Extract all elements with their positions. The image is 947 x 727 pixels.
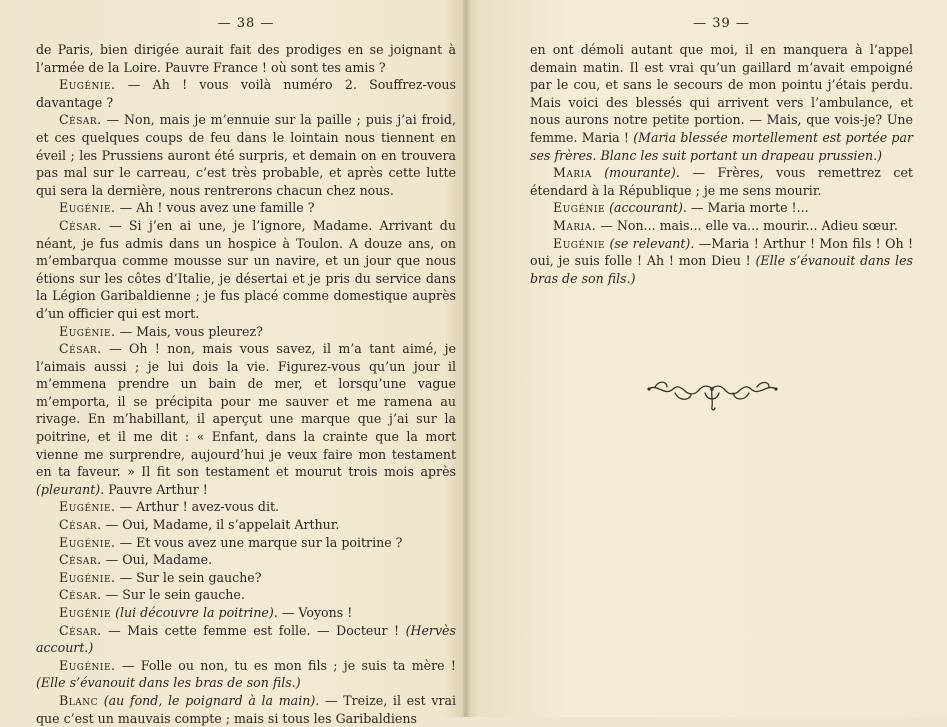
speaker: Eugénie — [553, 200, 606, 216]
paragraph — [36, 692, 456, 727]
paragraph-text: en ont démoli autant que moi, il en manquera à l’appel demain matin. Il est vrai qu’un gaillard m’avait empoigné par le cou, et sans le secours de mon pointu j’étais perdu. Mais voici des blessés qui arrivent vers l’ambulance, et nous aurons notre petite portion. — Mais, que vois-je? Une femme. Maria ! — [530, 42, 913, 145]
paragraph — [36, 340, 456, 498]
speaker: Maria. — [553, 217, 597, 233]
paragraph-text: — Voyons ! — [281, 605, 353, 620]
speaker: César. — [59, 217, 102, 233]
paragraph — [36, 534, 456, 552]
paragraph — [530, 235, 913, 288]
paragraph — [36, 199, 456, 217]
paragraph-text: — Mais, vous pleurez? — [119, 323, 263, 339]
paragraph-text: de Paris, bien dirigée aurait fait des prodiges en se joignant à l’armée de la Loire. Pauvre France ! où sont tes amis ? — [36, 42, 456, 75]
paragraph-text: — Non... mais... elle va... mourir... Adieu sœur. — [600, 217, 898, 233]
paragraph-text: — Arthur ! avez-vous dit. — [119, 499, 280, 515]
paragraph-text: — Non, mais je m’ennuie sur la paille ; puis j’ai froid, et ces quelques coups de feu dans le lointain nous tiennent en éveil ; les Prussiens auront été surpris, et demain on en trouvera pas mal sur le carreau, c’est très probable, et après cette lutte qui sera la dernière, nous rentrerons chacun chez nous. — [36, 112, 456, 198]
paragraph-text: — Oui, Madame, il s’appelait Arthur. — [105, 517, 340, 533]
paragraph-text: Pauvre Arthur ! — [108, 481, 208, 497]
paragraph-text: — Maria morte !... — [690, 200, 809, 216]
paragraph — [36, 217, 456, 323]
speaker: César. — [59, 341, 102, 357]
paragraph-text: — Sur le sein gauche. — [105, 587, 245, 603]
paragraph — [36, 604, 456, 622]
stage-direction: (Maria blessée mortellement est portée par ses frères. Blanc les suit portant un drapeau prussien.) — [530, 129, 914, 163]
paragraph — [36, 569, 456, 587]
paragraph — [36, 622, 456, 657]
left-page-text — [36, 41, 456, 727]
speaker: Eugénie. — [59, 323, 116, 339]
page-number-right: — 39 — — [693, 16, 750, 31]
stage-direction: (pleurant). — [36, 481, 105, 497]
paragraph — [36, 551, 456, 569]
paragraph-text: — Sur le sein gauche? — [119, 569, 262, 585]
speaker: Eugénie. — [59, 534, 116, 550]
speaker: Maria — [553, 165, 592, 181]
fleuron-ornament-icon — [645, 375, 780, 415]
speaker: Eugénie. — [59, 499, 116, 515]
speaker: Blanc — [59, 692, 98, 708]
stage-direction: (au fond, le poignard à la main). — [103, 692, 320, 708]
speaker: Eugénie — [553, 235, 606, 251]
speaker: Eugénie — [59, 605, 112, 620]
speaker: Eugénie. — [59, 569, 116, 585]
speaker: Eugénie. — [59, 200, 116, 216]
paragraph — [36, 41, 456, 76]
speaker: Eugénie. — [59, 657, 116, 673]
paragraph-text: — Oui, Madame. — [105, 552, 213, 568]
paragraph-text: — Mais cette femme est folle. — Docteur ! — [108, 622, 400, 638]
paragraph-text: — Oh ! non, mais vous savez, il m’a tant aimé, je l’aimais aussi ; je lui dois la vie. Figurez-vous qu’un jour il m’emmena prendre un bain de mer, et lorsqu’une vague m’emporta, il se précipita pour me sauver et me ramena au rivage. En m’habillant, il aperçut une marque que j’ai sur la poitrine, et il me dit : « Enfant, dans la crainte que la mort vienne me surprendre, aujourd’hui je veux faire mon testament en ta faveur. » Il fit son testament et mourut trois mois après — [36, 341, 456, 480]
stage-direction: (Hervès accourt.) — [36, 622, 456, 656]
speaker: César. — [59, 112, 102, 128]
paragraph — [530, 217, 913, 235]
paragraph-text: — Folle ou non, tu es mon fils ; je suis ta mère ! — [121, 657, 456, 673]
right-page-text — [530, 41, 913, 287]
stage-direction: (lui découvre la poitrine). — [115, 605, 278, 620]
paragraph-text: —Maria ! Arthur ! Mon fils ! Oh ! oui, je suis folle ! Ah ! mon Dieu ! — [530, 235, 914, 269]
left-page — [0, 0, 468, 726]
paragraph — [36, 111, 456, 199]
speaker: César. — [59, 622, 102, 638]
stage-direction: (Elle s’évanouit dans les bras de son fils.) — [36, 675, 301, 691]
paragraph — [36, 498, 456, 516]
paragraph — [36, 323, 456, 341]
paragraph-text: — Ah ! vous voilà numéro 2. Souffrez-vous davantage ? — [36, 77, 456, 110]
stage-direction: (mourante). — [604, 165, 680, 181]
speaker: César. — [59, 587, 102, 603]
speaker: César. — [59, 552, 102, 568]
paragraph — [36, 76, 456, 111]
paragraph — [530, 199, 913, 217]
paragraph-text: — Frères, vous remettrez cet étendard à la République ; je me sens mourir. — [530, 165, 913, 198]
paragraph — [530, 41, 913, 164]
paragraph-text: — Treize, il est vrai que c’est un mauvais compte ; mais si tous les Garibaldiens — [36, 692, 456, 726]
right-page — [470, 0, 947, 717]
page-number-left: — 38 — — [217, 16, 275, 31]
paragraph-text: — Si j’en ai une, je l’ignore, Madame. Arrivant du néant, je fus admis dans un hospice à Toulon. A douze ans, on m’embarqua comme mousse sur un navire, et un jour que nous étions sur les côtes d’Italie, je désertai et je pris du service dans la Légion Garibaldienne ; je fus placé comme domestique auprès d’un officier qui est mort. — [36, 217, 456, 321]
stage-direction: (Elle s’évanouit dans les bras de son fils.) — [530, 253, 913, 286]
paragraph — [530, 164, 913, 199]
paragraph — [36, 586, 456, 604]
speaker: Eugénie. — [59, 77, 116, 93]
paragraph-text: — Et vous avez une marque sur la poitrine ? — [119, 534, 403, 550]
paragraph-text: — Ah ! vous avez une famille ? — [119, 200, 315, 216]
stage-direction: (se relevant). — [609, 235, 695, 251]
stage-direction: (accourant). — [609, 200, 687, 216]
speaker: César. — [59, 517, 102, 533]
paragraph — [36, 657, 456, 692]
paragraph — [36, 516, 456, 534]
